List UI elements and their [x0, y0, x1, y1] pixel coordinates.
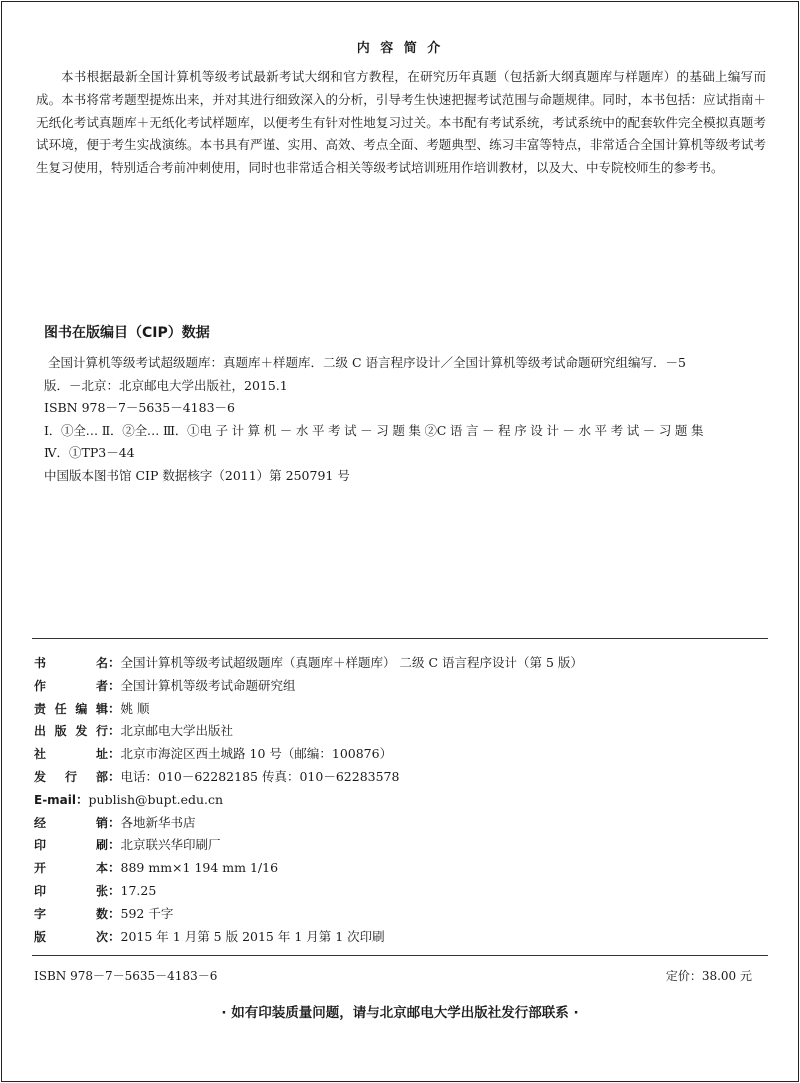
quality-notice: [0, 1001, 800, 1021]
cip-line: ISBN 978－7－5635－4183－6: [44, 400, 235, 415]
info-value: 北京联兴华印刷厂: [120, 837, 221, 853]
publication-info: [34, 652, 754, 948]
info-label: 书 名: [34, 656, 108, 670]
cip-line: 版．－北京：北京邮电大学出版社，2015.1: [44, 377, 288, 393]
info-label: 出版发行: [34, 724, 108, 739]
info-row: 开 本：889 mm×1 194 mm 1/16: [34, 857, 754, 880]
info-label: 社 址: [34, 747, 108, 762]
info-row: 版 次：2015 年 1 月第 5 版 2015 年 1 月第 1 次印刷: [34, 926, 754, 949]
info-label: 作 者: [34, 678, 108, 693]
info-label: 印 刷: [34, 838, 108, 853]
info-row: 社 址：北京市海淀区西土城路 10 号（邮编：100876）: [34, 743, 754, 766]
footer-isbn: ISBN 978－7－5635－4183－6: [34, 969, 218, 983]
info-value: 北京市海淀区西土城路 10 号（邮编：100876）: [120, 746, 393, 762]
info-row: 书 名：全国计算机等级考试超级题库（真题库＋样题库） 二级 C 语言程序设计（第 5 版）: [34, 652, 754, 675]
info-row: 责任编辑：姚 顺: [34, 698, 754, 721]
info-value: 2015 年 1 月第 5 版 2015 年 1 月第 1 次印刷: [120, 928, 385, 944]
cip-line: 全国计算机等级考试超级题库：真题库＋样题库．二级 C 语言程序设计／全国计算机等级考试命题研究组编写．－5: [48, 355, 686, 370]
cip-line: Ⅳ．①TP3－44: [44, 445, 135, 460]
info-label: 经 销: [34, 815, 108, 830]
info-value: 全国计算机等级考试超级题库（真题库＋样题库） 二级 C 语言程序设计（第 5 版）: [120, 655, 583, 670]
info-value: publish@bupt.edu.cn: [88, 791, 224, 807]
info-value: 各地新华书店: [120, 814, 196, 830]
cip-line: Ⅰ．①全… Ⅱ．②全… Ⅲ．①电 子 计 算 机 － 水 平 考 试 － 习 题 集 ②C 语 言 － 程 序 设 计 － 水 平 考 试 － 习 题 集: [44, 422, 704, 438]
divider-top: [32, 638, 768, 639]
notice-text: 如有印装质量问题，请与北京邮电大学出版社发行部联系: [231, 1005, 569, 1021]
info-row: 印 刷：北京联兴华印刷厂: [34, 834, 754, 857]
info-row: 印 张：17.25: [34, 880, 754, 903]
cip-title: 图书在版编目（CIP）数据: [44, 325, 210, 341]
bullet-dot: ·: [573, 1005, 579, 1021]
intro-body: 本书根据最新全国计算机等级考试最新考试大纲和官方教程，在研究历年真题（包括新大纲真题库与样题库）的基础上编写而成。本书将常考题型提炼出来，并对其进行细致深入的分析，引导考生快速把握考试范围与命题规律。同时，本书包括：应试指南＋无纸化考试真题库＋无纸化考试样题库，以便考生有针对性地复习过关。本书配有考试系统，考试系统中的配套软件完全模拟真题考试环境，便于考生实战演练。本书具有严谨、实用、高效、考点全面、考题典型、练习丰富等特点，非常适合全国计算机等级考试考生复习使用，特别适合考前冲刺使用，同时也非常适合相关等级考试培训班用作培训教材，以及大、中专院校师生的参考书。: [36, 69, 766, 176]
info-row: 出版发行：北京邮电大学出版社: [34, 720, 754, 743]
info-row: 发 行 部：电话：010－62282185 传真：010－62283578: [34, 766, 754, 789]
info-label: 开 本: [34, 861, 108, 876]
info-row: 作 者：全国计算机等级考试命题研究组: [34, 675, 754, 698]
info-label: 责任编辑: [34, 701, 108, 716]
info-row: 经 销：各地新华书店: [34, 812, 754, 835]
info-value: 姚 顺: [120, 700, 150, 716]
info-value: 889 mm×1 194 mm 1/16: [120, 860, 279, 876]
info-row: E-mail：publish@bupt.edu.cn: [34, 789, 754, 812]
info-label: 版 次: [34, 929, 108, 944]
info-value: 全国计算机等级考试命题研究组: [120, 677, 296, 693]
info-value: 17.25: [120, 882, 157, 898]
info-label: 发 行 部: [34, 769, 108, 784]
footer-row: [34, 967, 752, 984]
footer-price: 定价：38.00 元: [665, 969, 752, 983]
info-value: 北京邮电大学出版社: [120, 723, 234, 739]
info-label: 印 张: [34, 883, 108, 898]
info-row: 字 数：592 千字: [34, 903, 754, 926]
bullet-dot: ·: [221, 1005, 227, 1021]
info-label: 字 数: [34, 906, 108, 921]
intro-title: 内 容 简 介: [356, 41, 444, 56]
divider-bottom: [32, 955, 768, 956]
info-value: 电话：010－62282185 传真：010－62283578: [120, 768, 400, 784]
info-label: E-mail: [34, 792, 77, 807]
info-value: 592 千字: [120, 905, 174, 921]
cip-line: 中国版本图书馆 CIP 数据核字（2011）第 250791 号: [44, 467, 350, 483]
cip-record: [44, 352, 754, 487]
